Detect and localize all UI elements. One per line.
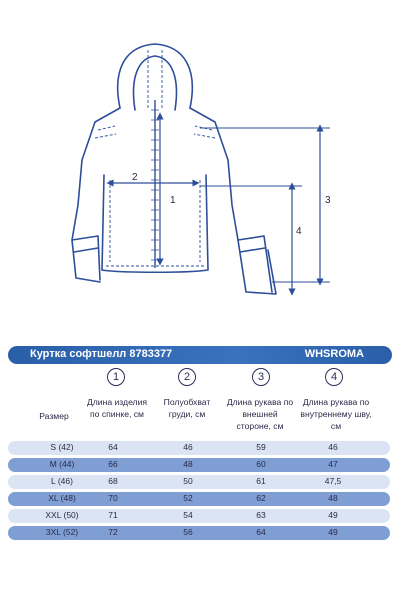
table-row bbox=[8, 475, 390, 489]
cell-chest: 46 bbox=[183, 442, 193, 452]
column-number-1: 1 bbox=[107, 368, 125, 386]
cell-sleeve-outer: 59 bbox=[256, 442, 266, 452]
diagram-label-2: 2 bbox=[132, 172, 138, 183]
table-row bbox=[8, 458, 390, 472]
cell-size: 3XL (52) bbox=[45, 527, 79, 537]
table-row bbox=[8, 492, 390, 506]
table-row bbox=[8, 509, 390, 523]
diagram-label-3: 3 bbox=[325, 195, 331, 206]
cell-chest: 52 bbox=[183, 493, 193, 503]
cell-size: S (42) bbox=[50, 442, 74, 452]
cell-length: 66 bbox=[108, 459, 118, 469]
table-row bbox=[8, 441, 390, 455]
cell-size: L (46) bbox=[51, 476, 73, 486]
cell-sleeve-inner: 49 bbox=[328, 527, 338, 537]
cell-sleeve-inner: 49 bbox=[328, 510, 338, 520]
diagram-label-4: 4 bbox=[296, 226, 302, 237]
column-number-2: 2 bbox=[178, 368, 196, 386]
cell-sleeve-outer: 61 bbox=[256, 476, 266, 486]
cell-length: 68 bbox=[108, 476, 118, 486]
column-number-3: 3 bbox=[252, 368, 270, 386]
product-title: Куртка софтшелл 8783377 bbox=[30, 348, 173, 360]
cell-sleeve-outer: 63 bbox=[256, 510, 266, 520]
cell-chest: 54 bbox=[183, 510, 193, 520]
cell-size: M (44) bbox=[49, 459, 75, 469]
cell-chest: 48 bbox=[183, 459, 193, 469]
cell-sleeve-inner: 47 bbox=[328, 459, 338, 469]
cell-sleeve-outer: 64 bbox=[256, 527, 266, 537]
brand-name: WHSROMA bbox=[304, 348, 364, 360]
cell-size: XXL (50) bbox=[45, 510, 79, 520]
header-sleeve-outer: Длина рукава по внешней стороне, см bbox=[226, 397, 294, 431]
cell-length: 72 bbox=[108, 527, 118, 537]
cell-chest: 50 bbox=[183, 476, 193, 486]
cell-length: 70 bbox=[108, 493, 118, 503]
diagram-label-1: 1 bbox=[170, 195, 176, 206]
cell-sleeve-outer: 62 bbox=[256, 493, 266, 503]
cell-sleeve-inner: 46 bbox=[328, 442, 338, 452]
title-bar bbox=[8, 346, 392, 364]
header-sleeve-inner: Длина рукава по внутреннему шву, см bbox=[300, 397, 372, 431]
cell-length: 64 bbox=[108, 442, 118, 452]
header-length: Длина изделия по спинке, см bbox=[86, 397, 148, 419]
header-size: Размер bbox=[39, 411, 69, 421]
cell-length: 71 bbox=[108, 510, 118, 520]
column-number-4: 4 bbox=[325, 368, 343, 386]
cell-sleeve-outer: 60 bbox=[256, 459, 266, 469]
cell-sleeve-inner: 48 bbox=[328, 493, 338, 503]
cell-chest: 56 bbox=[183, 527, 193, 537]
table-row bbox=[8, 526, 390, 540]
cell-sleeve-inner: 47,5 bbox=[324, 476, 342, 486]
header-chest: Полуобхват груди, см bbox=[163, 397, 211, 419]
cell-size: XL (48) bbox=[48, 493, 76, 503]
